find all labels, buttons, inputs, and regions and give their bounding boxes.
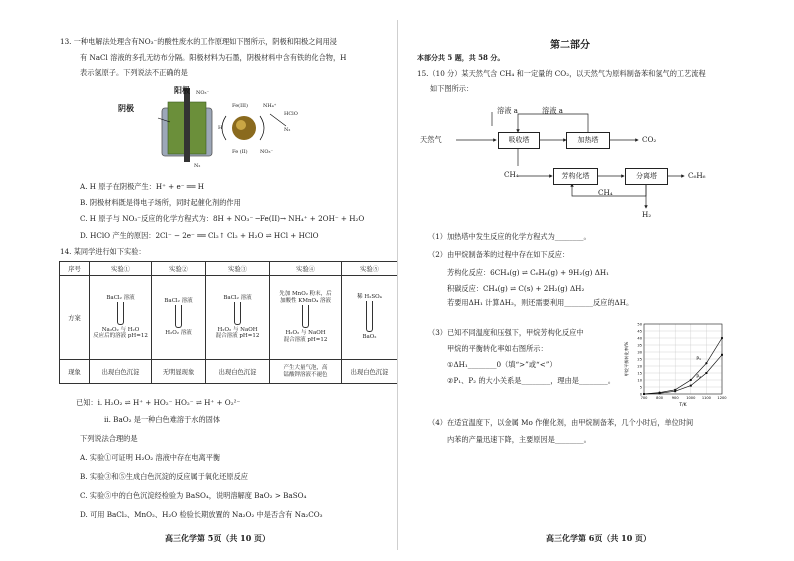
fangan-2-top: BaCl₂ 溶液 bbox=[164, 298, 193, 305]
q14-option-c: C. 实验⑤中的白色沉淀经检验为 BaSO₄，说明溶解度 BaO₂ > BaSO₄ bbox=[80, 491, 307, 500]
x-tick-label: 1200 bbox=[717, 396, 727, 400]
series-point bbox=[674, 390, 676, 392]
q15-sub4: （4）在适宜温度下，以金属 Mo 作催化剂，由甲烷制备苯，几个小时后，单位时间 bbox=[428, 418, 694, 427]
nh4-label: NH₄⁺ bbox=[263, 103, 277, 109]
fangan-4-bottom: H₂O₂ 与 NaOH 混合溶液 pH=12 bbox=[283, 330, 328, 343]
x-tick-label: 1000 bbox=[686, 396, 696, 400]
fangan-cell-2 bbox=[152, 276, 206, 360]
conversion-chart bbox=[622, 320, 728, 410]
series-point bbox=[721, 354, 723, 356]
series-point bbox=[721, 337, 723, 339]
q13-line1: 13. 一种电解法处理含有NO₃⁻的酸性废水的工作原理如下图所示，阴极和阳极之间用浸 bbox=[60, 37, 337, 46]
fangan-5-top: 稀 H₂SO₄ bbox=[357, 294, 382, 301]
x-tick-label: 1100 bbox=[701, 396, 711, 400]
row-xianxiang-label: 现象 bbox=[60, 360, 90, 384]
separation-tower: 分离塔 bbox=[625, 168, 668, 185]
th-seq: 序号 bbox=[60, 262, 90, 276]
fangan-cell-3 bbox=[206, 276, 270, 360]
page-divider bbox=[397, 20, 398, 550]
experiment-table bbox=[59, 261, 398, 384]
q15-sub1: （1）加热塔中发生反应的化学方程式为________。 bbox=[428, 232, 591, 241]
q14-known-2: ii. BaO₂ 是一种白色难溶于水的固体 bbox=[104, 415, 221, 424]
test-tube-icon bbox=[302, 305, 309, 328]
y-tick-label: 40 bbox=[637, 336, 642, 341]
anode-label: 阳极 bbox=[174, 85, 190, 95]
series-point bbox=[659, 392, 661, 394]
no3b-label: NO₃⁻ bbox=[260, 149, 274, 155]
benzene-label: C₆H₆ bbox=[688, 171, 706, 180]
x-tick-label: 800 bbox=[656, 396, 664, 400]
q15-sub2a: 芳构化反应：6CH₄(g) ⇌ C₆H₆(g) + 9H₂(g) ΔH₁ bbox=[447, 268, 610, 277]
series-point bbox=[705, 372, 707, 374]
xianxiang-5: 出现白色沉淀 bbox=[342, 360, 398, 384]
y-tick-label: 10 bbox=[637, 378, 642, 383]
y-axis-label: 甲烷平衡转化率/% bbox=[624, 341, 629, 377]
q15-sub3a: 甲烷的平衡转化率如右图所示： bbox=[447, 344, 548, 353]
x-axis-label: T/K bbox=[679, 403, 687, 408]
q14-known-1: 已知：i. H₂O₂ ⇌ H⁺ + HO₂⁻ HO₂⁻ ⇌ H⁺ + O₂²⁻ bbox=[76, 398, 241, 407]
fangan-3-top: BaCl₂ 溶液 bbox=[223, 294, 252, 301]
cathode-label: 阴极 bbox=[118, 103, 134, 113]
y-tick-label: 5 bbox=[639, 385, 642, 390]
test-tube-icon bbox=[234, 302, 241, 325]
y-tick-label: 35 bbox=[637, 343, 642, 348]
fangan-cell-5 bbox=[342, 276, 398, 360]
series-point bbox=[690, 385, 692, 387]
part-title: 第二部分 bbox=[550, 40, 590, 51]
xianxiang-2: 无明显现象 bbox=[152, 360, 206, 384]
series-point bbox=[690, 379, 692, 381]
q14-option-b: B. 实验③和⑤生成白色沉淀的反应属于氧化还原反应 bbox=[80, 472, 248, 481]
hclo-label: HClO bbox=[284, 111, 298, 117]
xianxiang-3: 出现白色沉淀 bbox=[206, 360, 270, 384]
q15-sub3b: ①ΔH₁________0（填“>”或“<”） bbox=[447, 360, 557, 369]
process-flow-diagram bbox=[420, 100, 720, 220]
q15-sub4b: 内苯的产量迅速下降，主要原因是________。 bbox=[447, 435, 591, 444]
y-tick-label: 30 bbox=[637, 350, 642, 355]
q14-ask: 下列说法合理的是 bbox=[80, 434, 138, 443]
co2-label: CO₂ bbox=[642, 135, 657, 144]
q15-line2: 如下图所示： bbox=[430, 84, 474, 93]
xianxiang-1: 出现白色沉淀 bbox=[90, 360, 152, 384]
series-label: P₁ bbox=[696, 357, 701, 363]
y-tick-label: 50 bbox=[637, 322, 642, 327]
q15-line1: 15.（10 分）某天然气含 CH₄ 和一定量的 CO₂，以天然气为原料制备苯和氢气的工艺流程 bbox=[417, 69, 706, 78]
q13-option-d: D. HClO 产生的原因：2Cl⁻ − 2e⁻ ══ Cl₂↑ Cl₂ + H₂O ⇌ HCl + HClO bbox=[80, 231, 319, 240]
th-exp4: 实验④ bbox=[270, 262, 342, 276]
chart-svg bbox=[622, 320, 728, 410]
fangan-2-bottom: H₂O₂ 溶液 bbox=[165, 330, 192, 336]
fe3-label: Fe(III) bbox=[232, 103, 248, 109]
th-exp3: 实验③ bbox=[206, 262, 270, 276]
h2-label: H₂ bbox=[642, 210, 652, 219]
th-exp5: 实验⑤ bbox=[342, 262, 398, 276]
fangan-1-top: BaCl₂ 溶液 bbox=[106, 294, 135, 301]
q14-option-a: A. 实验①可证明 H₂O₂ 溶液中存在电离平衡 bbox=[80, 453, 221, 462]
no3-in-label: NO₃⁻ bbox=[196, 90, 210, 96]
series-label: P₂ bbox=[696, 375, 701, 380]
electrolysis-diagram bbox=[118, 86, 308, 172]
ch4-label-b: CH₄ bbox=[598, 188, 613, 197]
n2-out-label: N₂ bbox=[194, 163, 201, 169]
part-subtitle: 本部分共 5 题，共 58 分。 bbox=[417, 53, 505, 62]
n2b-label: N₂ bbox=[284, 127, 291, 133]
q15-sub2b: 积碳反应：CH₄(g) ⇌ C(s) + 2H₂(g) ΔH₂ bbox=[447, 284, 585, 293]
xianxiang-4: 产生大量气泡，高 锰酸钾溶液不褪色 bbox=[270, 360, 342, 384]
fangan-4-top: 先加 MnO₂ 粉末，后 加酸性 KMnO₄ 溶液 bbox=[279, 291, 332, 305]
th-exp2: 实验② bbox=[152, 262, 206, 276]
q15-sub3c: ②P₁、P₂ 的大小关系是________，理由是________。 bbox=[447, 376, 615, 385]
x-tick-label: 700 bbox=[640, 396, 648, 400]
solution-a-label-2: 溶液 a bbox=[542, 106, 563, 115]
y-tick-label: 20 bbox=[637, 364, 642, 369]
q15-sub3: （3）已知不同温度和压强下，甲烷芳构化反应中 bbox=[428, 328, 584, 337]
series-point bbox=[705, 362, 707, 364]
series-line-P₂ bbox=[644, 355, 722, 394]
fangan-3-bottom: H₂O₂ 与 NaOH 混合溶液 pH=12 bbox=[215, 326, 260, 340]
q13-option-a: A. H 原子在阴极产生：H⁺ + e⁻ ══ H bbox=[80, 182, 205, 191]
y-tick-label: 25 bbox=[637, 357, 642, 362]
q15-sub2: （2）由甲烷制备苯的过程中存在如下反应： bbox=[428, 250, 570, 259]
series-point bbox=[643, 393, 645, 395]
q13-line3: 表示氢原子。下列说法不正确的是 bbox=[80, 68, 188, 77]
solution-a-label-1: 溶液 a bbox=[497, 106, 518, 115]
y-tick-label: 0 bbox=[639, 392, 642, 397]
natural-gas-label: 天然气 bbox=[420, 135, 442, 144]
h-label: H bbox=[218, 125, 223, 131]
fe2-label: Fe (II) bbox=[232, 149, 248, 155]
q13-line2: 有 NaCl 溶液的多孔无纺布分隔。阳极材料为石墨，阴极材料中含有铁的化合物，H bbox=[80, 53, 347, 62]
fangan-cell-4 bbox=[270, 276, 342, 360]
fangan-1-bottom: Na₂O₂ 与 H₂O 反应后的溶液 pH=12 bbox=[93, 326, 148, 340]
heating-tower: 加热塔 bbox=[566, 132, 610, 149]
y-tick-label: 15 bbox=[637, 371, 642, 376]
row-fangan-label: 方案 bbox=[60, 276, 90, 360]
test-tube-icon bbox=[117, 302, 124, 325]
ch4-label-a: CH₄ bbox=[504, 170, 519, 179]
q15-sub2c: 若要用ΔH₁ 计算ΔH₂，则还需要利用________反应的ΔH。 bbox=[447, 298, 634, 307]
fangan-5-bottom: BaO₂ bbox=[362, 334, 377, 340]
absorption-tower: 吸收塔 bbox=[498, 132, 540, 149]
test-tube-icon bbox=[175, 305, 182, 328]
y-tick-label: 45 bbox=[637, 329, 642, 334]
q13-option-b: B. 阴极材料既是得电子场所，同时起催化剂的作用 bbox=[80, 198, 241, 207]
q14-option-d: D. 可用 BaCl₂、MnO₂、H₂O 检验长期放置的 Na₂O₂ 中是否含有 Na₂CO₃ bbox=[80, 510, 323, 519]
q13-option-c: C. H 原子与 NO₃⁻反应的化学方程式为：8H + NO₃⁻ ─Fe(II)→ NH₄⁺ + 2OH⁻ + H₂O bbox=[80, 214, 365, 223]
x-tick-label: 900 bbox=[671, 396, 679, 400]
right-footer: 高三化学第 6页（共 10 页） bbox=[546, 533, 652, 543]
left-footer: 高三化学第 5页（共 10 页） bbox=[165, 533, 271, 543]
aromatization-tower: 芳构化塔 bbox=[553, 168, 598, 185]
q14-stem: 14. 某同学进行如下实验： bbox=[60, 247, 146, 256]
test-tube-icon bbox=[366, 301, 373, 332]
fangan-cell-1 bbox=[90, 276, 152, 360]
th-exp1: 实验① bbox=[90, 262, 152, 276]
